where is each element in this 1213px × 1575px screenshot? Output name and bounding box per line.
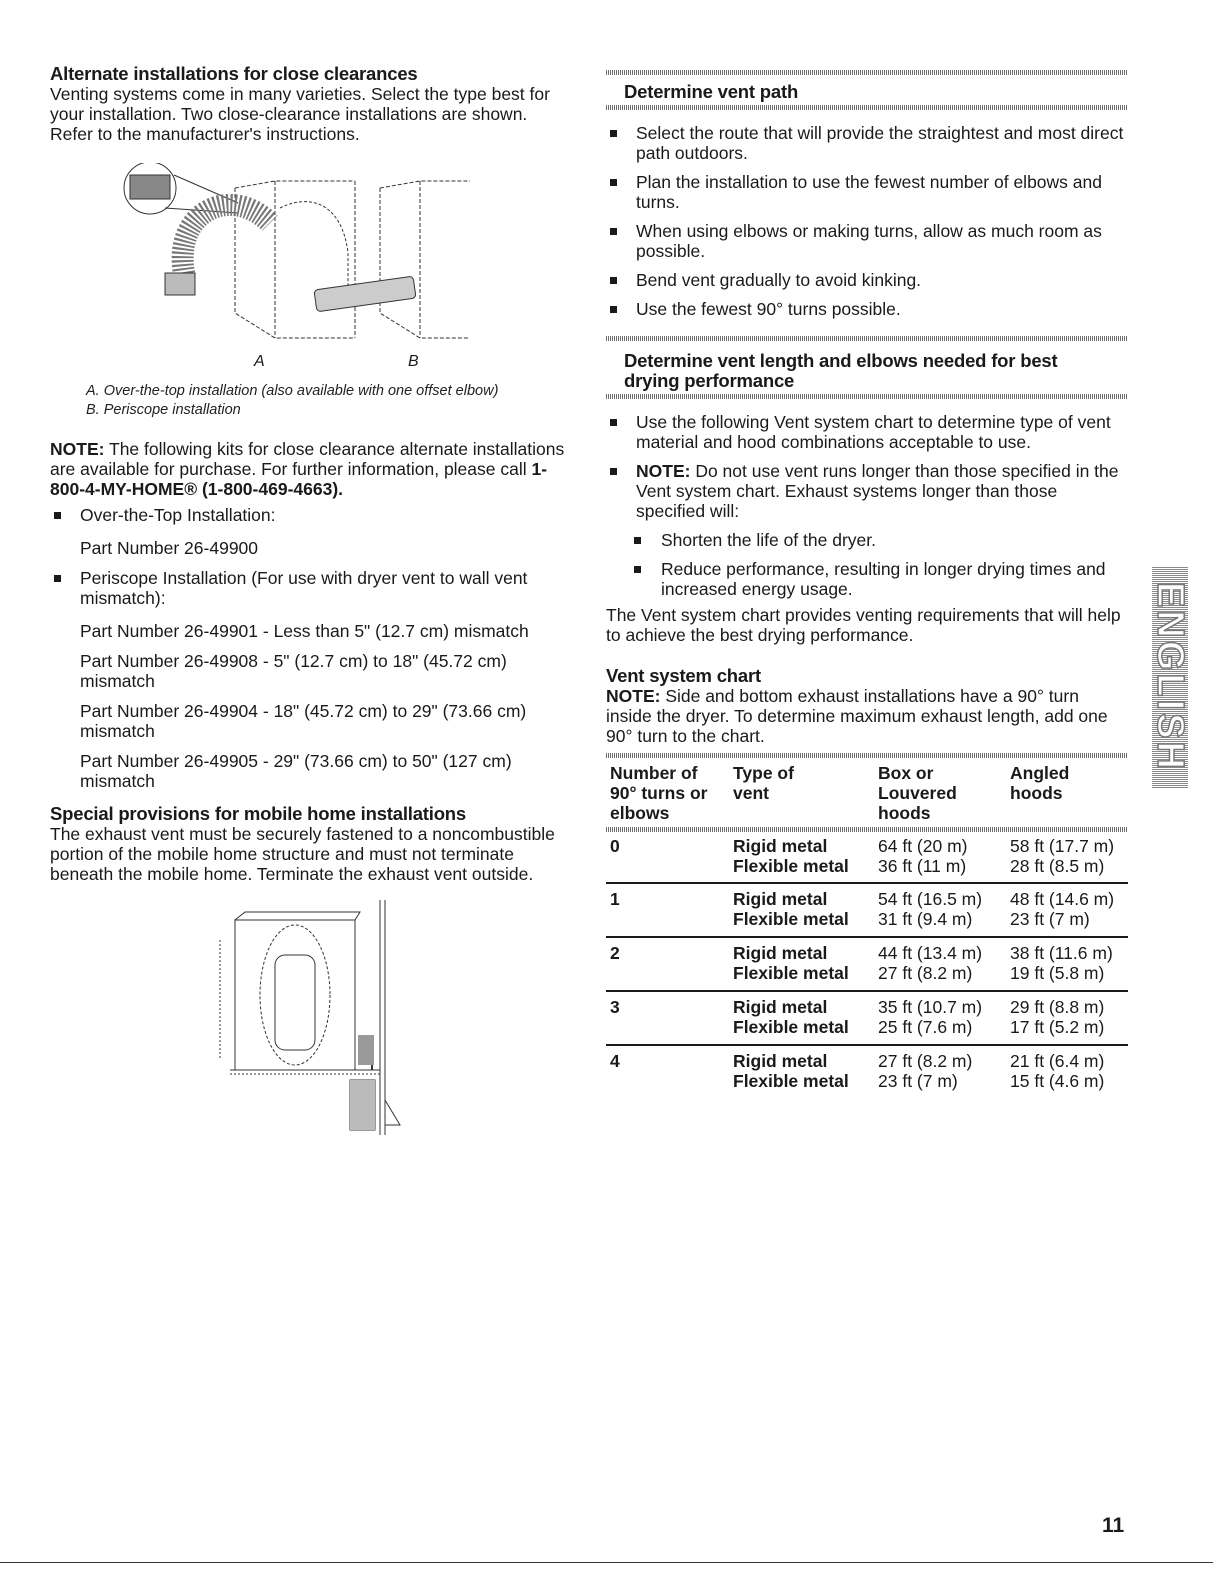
divider [606, 827, 1128, 832]
table-row [606, 1051, 1128, 1101]
phone-number: 1-800-4-MY-HOME® (1-800-469-4663). [50, 459, 548, 499]
note-text: Do not use vent runs longer than those specified in the Vent system chart. Exhaust systems longer than those specified will: [636, 461, 1119, 521]
vent-path-item: Select the route that will provide the straightest and most direct path outdoors. [606, 123, 1128, 163]
row-vent-rigid: Rigid metal [733, 836, 828, 856]
kits-note [50, 439, 575, 499]
note-text: Side and bottom exhaust installations have a 90° turn inside the dryer. To determine maximum exhaust length, add one 90° turn to the chart. [606, 686, 1108, 746]
row-vent-flex: Flexible metal [733, 963, 849, 983]
vent-length-item: Use the following Vent system chart to determine type of vent material and hood combinations acceptable to use. [606, 412, 1128, 452]
table-rule [606, 936, 1128, 938]
table-rule [606, 1044, 1128, 1046]
vent-chart-note [606, 686, 1128, 746]
kit-periscope: Periscope Installation (For use with dryer vent to wall vent mismatch): [50, 568, 575, 608]
row-box-flex: 25 ft (7.6 m) [878, 1017, 973, 1037]
row-box-flex: 36 ft (11 m) [878, 856, 967, 876]
row-angled-rigid: 58 ft (17.7 m) [1010, 836, 1115, 856]
language-tab [1149, 566, 1191, 788]
row-turns: 1 [610, 889, 620, 909]
periscope-part-2: Part Number 26-49908 - 5" (12.7 cm) to 18" (45.72 cm) mismatch [80, 651, 507, 691]
row-box-flex: 27 ft (8.2 m) [878, 963, 973, 983]
row-angled-rigid: 48 ft (14.6 m) [1010, 889, 1115, 909]
row-box-rigid: 64 ft (20 m) [878, 836, 968, 856]
row-vent-rigid: Rigid metal [733, 889, 828, 909]
row-vent-flex: Flexible metal [733, 1071, 849, 1091]
table-rule [606, 990, 1128, 992]
row-angled-flex: 23 ft (7 m) [1010, 909, 1090, 929]
figure-caption-a: A. Over-the-top installation (also available with one offset elbow) [86, 383, 499, 399]
vent-chart-heading: Vent system chart [606, 665, 761, 686]
divider [606, 105, 1128, 110]
vent-path-item: Use the fewest 90° turns possible. [606, 299, 1128, 319]
vent-path-item: Bend vent gradually to avoid kinking. [606, 270, 1128, 290]
row-vent-rigid: Rigid metal [733, 1051, 828, 1071]
note-label: NOTE: [50, 439, 105, 459]
row-box-rigid: 54 ft (16.5 m) [878, 889, 983, 909]
figure-label-a: A [254, 353, 265, 370]
row-turns: 2 [610, 943, 620, 963]
row-angled-flex: 19 ft (5.8 m) [1010, 963, 1105, 983]
vent-length-subitem: Reduce performance, resulting in longer drying times and increased energy usage. [606, 559, 1128, 599]
figure-label-b: B [408, 353, 419, 370]
row-box-flex: 31 ft (9.4 m) [878, 909, 973, 929]
close-clearance-figure [110, 163, 470, 363]
table-row [606, 997, 1128, 1047]
kit-over-the-top-part: Part Number 26-49900 [80, 538, 259, 558]
row-box-rigid: 44 ft (13.4 m) [878, 943, 983, 963]
kit-over-the-top: Over-the-Top Installation: [50, 505, 575, 525]
table-rule [606, 882, 1128, 884]
row-angled-flex: 15 ft (4.6 m) [1010, 1071, 1105, 1091]
periscope-part-1: Part Number 26-49901 - Less than 5" (12.7 cm) mismatch [80, 621, 529, 641]
row-vent-flex: Flexible metal [733, 856, 849, 876]
note-text: The following kits for close clearance alternate installations are available for purchase. For further information, please call [50, 439, 565, 479]
mobile-home-heading: Special provisions for mobile home installations [50, 803, 466, 824]
divider [606, 394, 1128, 399]
periscope-part-4: Part Number 26-49905 - 29" (73.66 cm) to 50" (127 cm) mismatch [80, 751, 512, 791]
vent-length-summary: The Vent system chart provides venting requirements that will help to achieve the best drying performance. [606, 605, 1121, 645]
table-header-box: Box or Louvered hoods [878, 763, 957, 823]
mobile-home-vent-figure [210, 900, 410, 1135]
divider [606, 336, 1128, 341]
mobile-home-body: The exhaust vent must be securely fastened to a noncombustible portion of the mobile home structure and must not terminate beneath the mobile home. Terminate the exhaust vent outside. [50, 824, 555, 884]
row-angled-rigid: 38 ft (11.6 m) [1010, 943, 1113, 963]
language-tab-label: ENGLISH [1149, 582, 1191, 772]
row-angled-flex: 28 ft (8.5 m) [1010, 856, 1105, 876]
row-turns: 3 [610, 997, 620, 1017]
alt-installations-body: Venting systems come in many varieties. Select the type best for your installation. Two close-clearance installations are shown. Refer to the manufacturer's instructions. [50, 84, 550, 144]
vent-path-item: Plan the installation to use the fewest number of elbows and turns. [606, 172, 1128, 212]
page-number: 11 [1102, 1514, 1125, 1537]
alt-installations-heading: Alternate installations for close clearances [50, 63, 418, 84]
row-turns: 0 [610, 836, 620, 856]
row-angled-flex: 17 ft (5.2 m) [1010, 1017, 1105, 1037]
table-header-vent: Type of vent [733, 763, 794, 803]
row-turns: 4 [610, 1051, 620, 1071]
periscope-part-3: Part Number 26-49904 - 18" (45.72 cm) to 29" (73.66 cm) mismatch [80, 701, 527, 741]
divider [606, 70, 1128, 75]
row-vent-rigid: Rigid metal [733, 997, 828, 1017]
row-angled-rigid: 21 ft (6.4 m) [1010, 1051, 1105, 1071]
note-label: NOTE: [636, 461, 691, 481]
row-box-rigid: 27 ft (8.2 m) [878, 1051, 973, 1071]
divider [606, 753, 1128, 758]
row-angled-rigid: 29 ft (8.8 m) [1010, 997, 1105, 1017]
row-vent-flex: Flexible metal [733, 1017, 849, 1037]
row-vent-rigid: Rigid metal [733, 943, 828, 963]
vent-path-heading: Determine vent path [624, 81, 799, 102]
table-header-turns: Number of 90° turns or elbows [610, 763, 708, 823]
figure-caption-b: B. Periscope installation [86, 402, 241, 418]
row-box-flex: 23 ft (7 m) [878, 1071, 958, 1091]
table-row [606, 943, 1128, 993]
vent-path-item: When using elbows or making turns, allow as much room as possible. [606, 221, 1128, 261]
vent-length-heading: Determine vent length and elbows needed for best drying performance [624, 350, 1058, 391]
note-label: NOTE: [606, 686, 661, 706]
table-header-angled: Angled hoods [1010, 763, 1070, 803]
vent-length-note [606, 461, 1128, 521]
vent-length-subitem: Shorten the life of the dryer. [606, 530, 1128, 550]
row-vent-flex: Flexible metal [733, 909, 849, 929]
table-row [606, 889, 1128, 939]
row-box-rigid: 35 ft (10.7 m) [878, 997, 983, 1017]
footer-rule [0, 1562, 1213, 1563]
table-row [606, 836, 1128, 886]
